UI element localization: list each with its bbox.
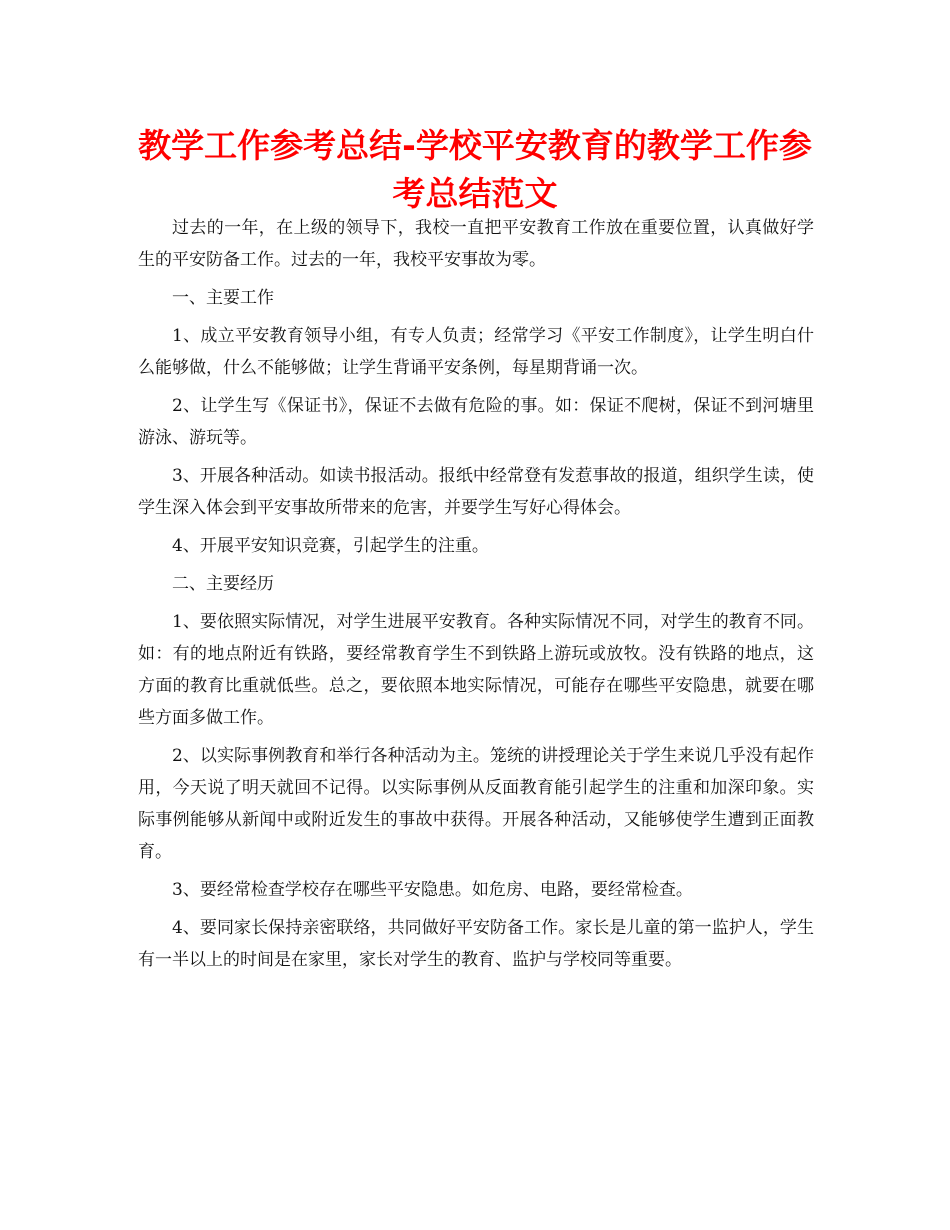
experience-item-4: 4、要同家长保持亲密联络，共同做好平安防备工作。家长是儿童的第一监护人，学生有一半以上的时间是在家里，家长对学生的教育、监护与学校同等重要。 [138, 918, 814, 970]
section-heading-main-work: 一、主要工作 [172, 288, 274, 308]
experience-item-3: 3、要经常检查学校存在哪些平安隐患。如危房、电路，要经常检查。 [172, 880, 693, 900]
work-item-2: 2、让学生写《保证书》，保证不去做有危险的事。如：保证不爬树，保证不到河塘里游泳、游玩等。 [138, 396, 814, 448]
document-body [138, 212, 814, 982]
work-item-4: 4、开展平安知识竞赛，引起学生的注重。 [172, 536, 489, 556]
experience-item-1: 1、要依照实际情况，对学生进展平安教育。各种实际情况不同，对学生的教育不同。如：有的地点附近有铁路，要经常教育学生不到铁路上游玩或放牧。没有铁路的地点，这方面的教育比重就低些。总之，要依照本地实际情况，可能存在哪些平安隐患，就要在哪些方面多做工作。 [138, 612, 814, 728]
section-heading-main-experience: 二、主要经历 [172, 574, 274, 594]
work-item-1: 1、成立平安教育领导小组，有专人负责；经常学习《平安工作制度》，让学生明白什么能够做，什么不能够做；让学生背诵平安条例，每星期背诵一次。 [138, 326, 814, 378]
document-title: 教学工作参考总结-学校平安教育的教学工作参考总结范文 [138, 126, 812, 213]
work-item-3: 3、开展各种活动。如读书报活动。报纸中经常登有发惹事故的报道，组织学生读，使学生深入体会到平安事故所带来的危害，并要学生写好心得体会。 [138, 466, 814, 518]
intro-paragraph: 过去的一年，在上级的领导下，我校一直把平安教育工作放在重要位置，认真做好学生的平安防备工作。过去的一年，我校平安事故为零。 [138, 218, 814, 270]
experience-item-2: 2、以实际事例教育和举行各种活动为主。笼统的讲授理论关于学生来说几乎没有起作用，今天说了明天就回不记得。以实际事例从反面教育能引起学生的注重和加深印象。实际事例能够从新闻中或附近发生的事故中获得。开展各种活动，又能够使学生遭到正面教育。 [138, 746, 814, 862]
